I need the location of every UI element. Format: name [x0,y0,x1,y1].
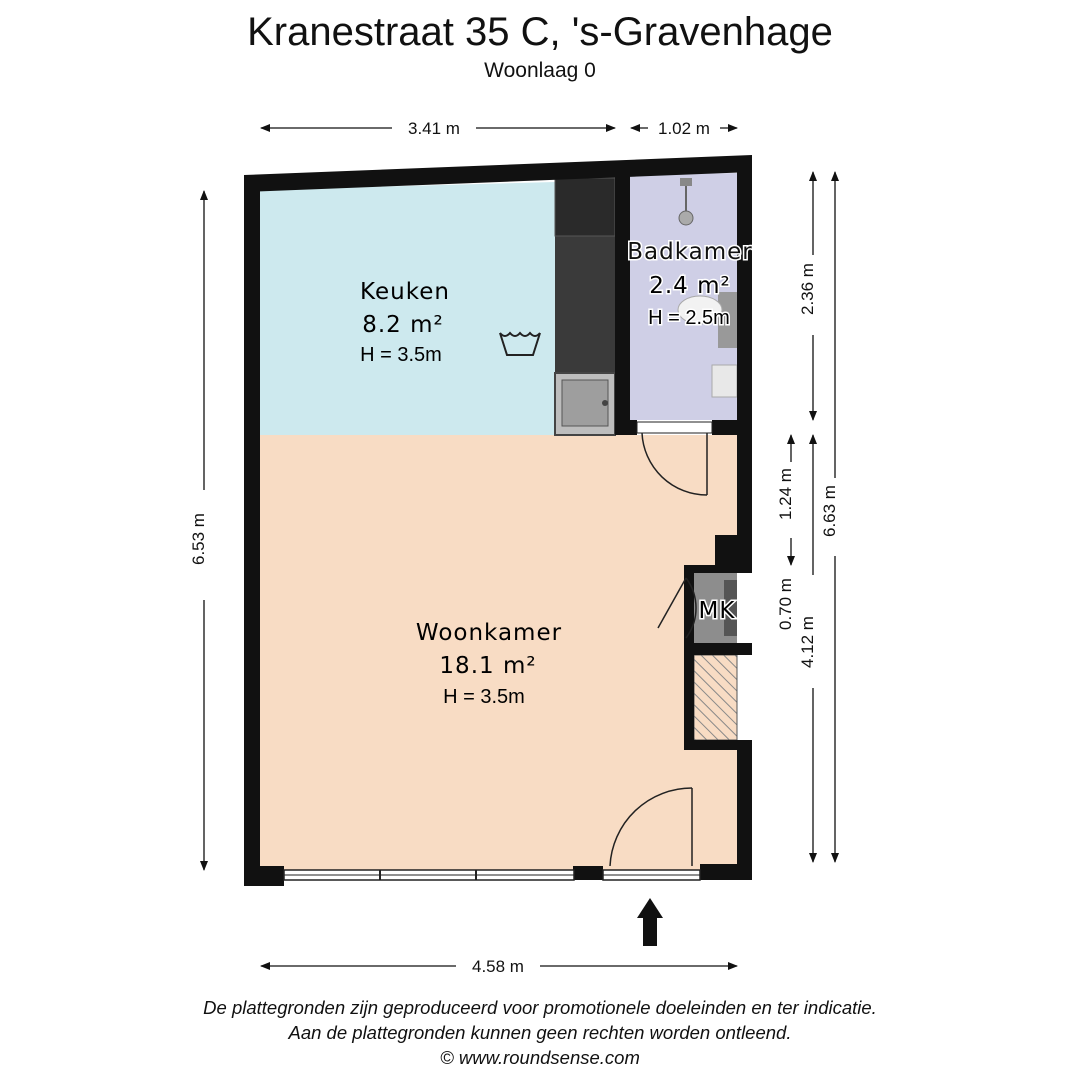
kitchen-counter [555,178,615,435]
dim-right-mk: 0.70 m [776,578,795,630]
entrance-arrow-icon [637,898,663,946]
badkamer-height: H = 2.5m [648,307,730,329]
badkamer-name: Badkamer [627,239,753,265]
keuken-floor [258,182,555,435]
mk-name: MK [698,598,736,624]
dim-right-lower: 4.12 m [798,616,817,668]
keuken-height: H = 3.5m [360,344,442,366]
washbasin-icon [712,365,737,397]
keuken-name: Keuken [360,279,450,305]
keuken-area: 8.2 m² [362,312,444,338]
woonkamer-height: H = 3.5m [443,686,525,708]
badkamer-area: 2.4 m² [649,273,731,299]
dim-top-right: 1.02 m [658,119,710,138]
disclaimer-line-1: De plattegronden zijn geproduceerd voor promotionele doeleinden en ter indicatie. [203,997,877,1018]
disclaimer-line-2: Aan de plattegronden kunnen geen rechten worden ontleend. [288,1022,792,1043]
storage-cupboard [694,655,737,740]
dim-left: 6.53 m [189,513,208,565]
dim-top-left: 3.41 m [408,119,460,138]
dim-right-door: 1.24 m [776,468,795,520]
dim-bottom: 4.58 m [472,957,524,976]
floor-level-label: Woonlaag 0 [484,59,596,82]
woonkamer-name: Woonkamer [415,620,563,646]
front-windows [284,870,700,880]
copyright-line: © www.roundsense.com [440,1047,640,1068]
woonkamer-area: 18.1 m² [439,653,537,679]
plan-title: Kranestraat 35 C, 's-Gravenhage [247,10,833,54]
dim-right-bath: 2.36 m [798,263,817,315]
dim-right-total: 6.63 m [820,485,839,537]
